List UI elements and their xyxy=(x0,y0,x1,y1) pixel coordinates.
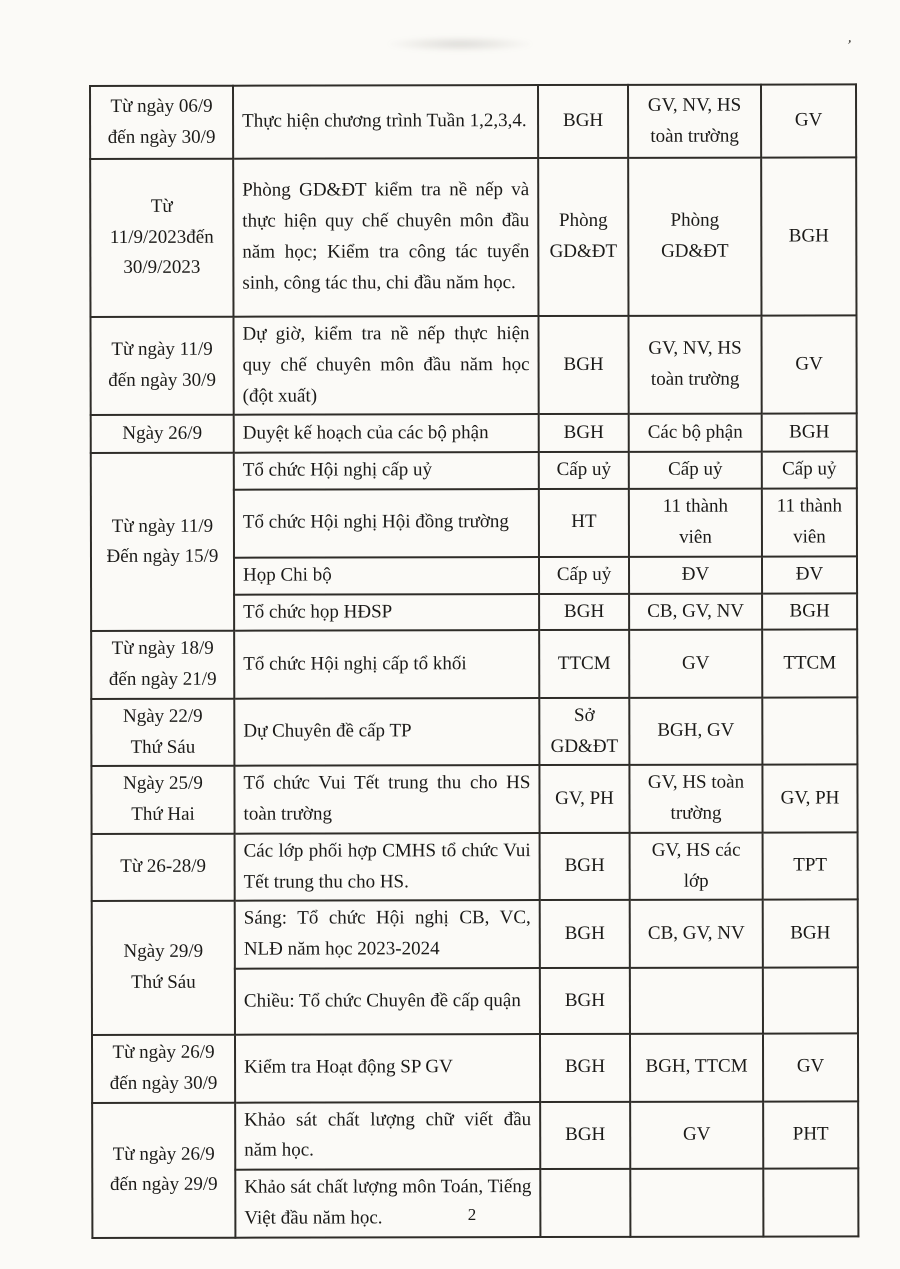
date-cell: Từ ngày 18/9 đến ngày 21/9 xyxy=(91,631,234,699)
in-charge-cell: GV xyxy=(761,84,856,157)
in-charge-cell: ĐV xyxy=(762,556,857,593)
in-charge-cell xyxy=(762,697,857,765)
in-charge-cell xyxy=(763,967,858,1033)
participants-cell: BGH, TTCM xyxy=(630,1034,763,1102)
lead-cell: BGH xyxy=(540,900,630,968)
in-charge-cell xyxy=(763,1168,858,1236)
activity-cell: Kiểm tra Hoạt động SP GV xyxy=(235,1034,540,1102)
activity-cell: Các lớp phối hợp CMHS tổ chức Vui Tết trung thu cho HS. xyxy=(235,833,540,901)
in-charge-cell: BGH xyxy=(761,157,856,315)
in-charge-cell: TTCM xyxy=(762,630,857,698)
participants-cell: GV, HS toàn trường xyxy=(629,765,762,833)
activity-cell: Dự giờ, kiểm tra nề nếp thực hiện quy chế chuyên môn đầu năm học (đột xuất) xyxy=(233,316,538,415)
participants-cell: CB, GV, NV xyxy=(630,900,763,968)
in-charge-cell: 11 thành viên xyxy=(762,488,857,556)
lead-cell: BGH xyxy=(540,1101,630,1169)
participants-cell: Cấp uỷ xyxy=(629,452,762,489)
participants-cell xyxy=(630,1169,763,1237)
table-row xyxy=(91,697,857,766)
activity-cell: Dự Chuyên đề cấp TP xyxy=(234,698,539,766)
date-cell: Ngày 22/9 Thứ Sáu xyxy=(91,699,234,767)
in-charge-cell: BGH xyxy=(762,593,857,630)
activity-cell: Tổ chức Hội nghị Hội đồng trường xyxy=(234,489,539,557)
lead-cell: Sở GD&ĐT xyxy=(539,698,629,766)
date-cell: Từ ngày 26/9 đến ngày 29/9 xyxy=(92,1102,235,1238)
lead-cell: Phòng GD&ĐT xyxy=(538,158,628,316)
scan-speck-mark: ’ xyxy=(844,37,853,55)
activity-cell: Chiều: Tổ chức Chuyên đề cấp quận xyxy=(235,968,540,1035)
participants-cell: GV, HS các lớp xyxy=(630,833,763,901)
lead-cell: TTCM xyxy=(539,630,629,698)
in-charge-cell: BGH xyxy=(763,900,858,968)
schedule-table xyxy=(89,83,859,1239)
lead-cell: BGH xyxy=(540,1034,630,1102)
participants-cell: GV xyxy=(629,630,762,698)
date-cell: Từ ngày 06/9 đến ngày 30/9 xyxy=(90,86,233,159)
activity-cell: Thực hiện chương trình Tuần 1,2,3,4. xyxy=(233,85,538,159)
in-charge-cell: Cấp uỷ xyxy=(762,452,857,489)
participants-cell: 11 thành viên xyxy=(629,489,762,557)
activity-cell: Duyệt kế hoạch của các bộ phận xyxy=(234,414,539,453)
lead-cell: Cấp uỷ xyxy=(539,452,629,489)
table-row xyxy=(92,1101,858,1170)
in-charge-cell: GV xyxy=(761,315,856,413)
activity-cell: Tổ chức Hội nghị cấp uỷ xyxy=(234,452,539,489)
lead-cell: BGH xyxy=(540,833,630,901)
activity-cell: Tổ chức Vui Tết trung thu cho HS toàn trường xyxy=(234,765,539,833)
table-row xyxy=(90,315,856,415)
participants-cell: ĐV xyxy=(629,556,762,593)
participants-cell: Phòng GD&ĐT xyxy=(628,158,761,316)
table-row xyxy=(91,414,857,454)
participants-cell: Các bộ phận xyxy=(629,414,762,452)
participants-cell: GV xyxy=(630,1101,763,1169)
lead-cell: BGH xyxy=(539,414,629,452)
table-row xyxy=(90,84,856,159)
activity-cell: Khảo sát chất lượng chữ viết đầu năm học. xyxy=(235,1102,540,1170)
participants-cell xyxy=(630,968,763,1034)
lead-cell: BGH xyxy=(538,85,628,158)
lead-cell: BGH xyxy=(538,316,628,414)
participants-cell: GV, NV, HS toàn trường xyxy=(628,316,761,415)
date-cell: Ngày 29/9 Thứ Sáu xyxy=(92,901,235,1035)
date-cell: Từ 11/9/2023đến 30/9/2023 xyxy=(90,159,233,317)
activity-cell: Họp Chi bộ xyxy=(234,557,539,595)
participants-cell: GV, NV, HS toàn trường xyxy=(628,85,761,158)
activity-cell: Tổ chức Hội nghị cấp tổ khối xyxy=(234,630,539,698)
lead-cell xyxy=(540,1169,630,1237)
table-row xyxy=(92,1033,858,1102)
participants-cell: BGH, GV xyxy=(629,697,762,765)
date-cell: Ngày 26/9 xyxy=(91,415,234,453)
participants-cell: CB, GV, NV xyxy=(629,593,762,630)
table-row xyxy=(91,765,857,834)
in-charge-cell: BGH xyxy=(762,414,857,452)
lead-cell: BGH xyxy=(539,593,629,630)
activity-cell: Khảo sát chất lượng môn Toán, Tiếng Việt đầu năm học. xyxy=(235,1169,540,1238)
scan-smudge-artifact xyxy=(385,36,535,52)
date-cell: Từ 26-28/9 xyxy=(92,834,235,902)
in-charge-cell: PHT xyxy=(763,1101,858,1169)
lead-cell: GV, PH xyxy=(539,765,629,833)
lead-cell: Cấp uỷ xyxy=(539,556,629,593)
table-row xyxy=(92,900,858,969)
page-number: 2 xyxy=(467,1205,477,1224)
table-row xyxy=(90,157,856,317)
activity-cell: Tổ chức họp HĐSP xyxy=(234,594,539,631)
activity-cell: Sáng: Tổ chức Hội nghị CB, VC, NLĐ năm học 2023-2024 xyxy=(235,901,540,969)
in-charge-cell: TPT xyxy=(763,832,858,900)
date-cell: Từ ngày 11/9 Đến ngày 15/9 xyxy=(91,453,234,631)
table-row xyxy=(91,452,857,490)
lead-cell: BGH xyxy=(540,968,630,1034)
table-row xyxy=(92,832,858,901)
lead-cell: HT xyxy=(539,489,629,557)
table-row xyxy=(91,630,857,699)
in-charge-cell: GV, PH xyxy=(762,765,857,833)
date-cell: Ngày 25/9 Thứ Hai xyxy=(91,766,234,834)
date-cell: Từ ngày 26/9 đến ngày 30/9 xyxy=(92,1035,235,1103)
activity-cell: Phòng GD&ĐT kiểm tra nề nếp và thực hiện quy chế chuyên môn đầu năm học; Kiểm tra công tác tuyển sinh, công tác thu, chi đầu năm học. xyxy=(233,158,538,317)
in-charge-cell: GV xyxy=(763,1033,858,1101)
date-cell: Từ ngày 11/9 đến ngày 30/9 xyxy=(90,317,233,416)
